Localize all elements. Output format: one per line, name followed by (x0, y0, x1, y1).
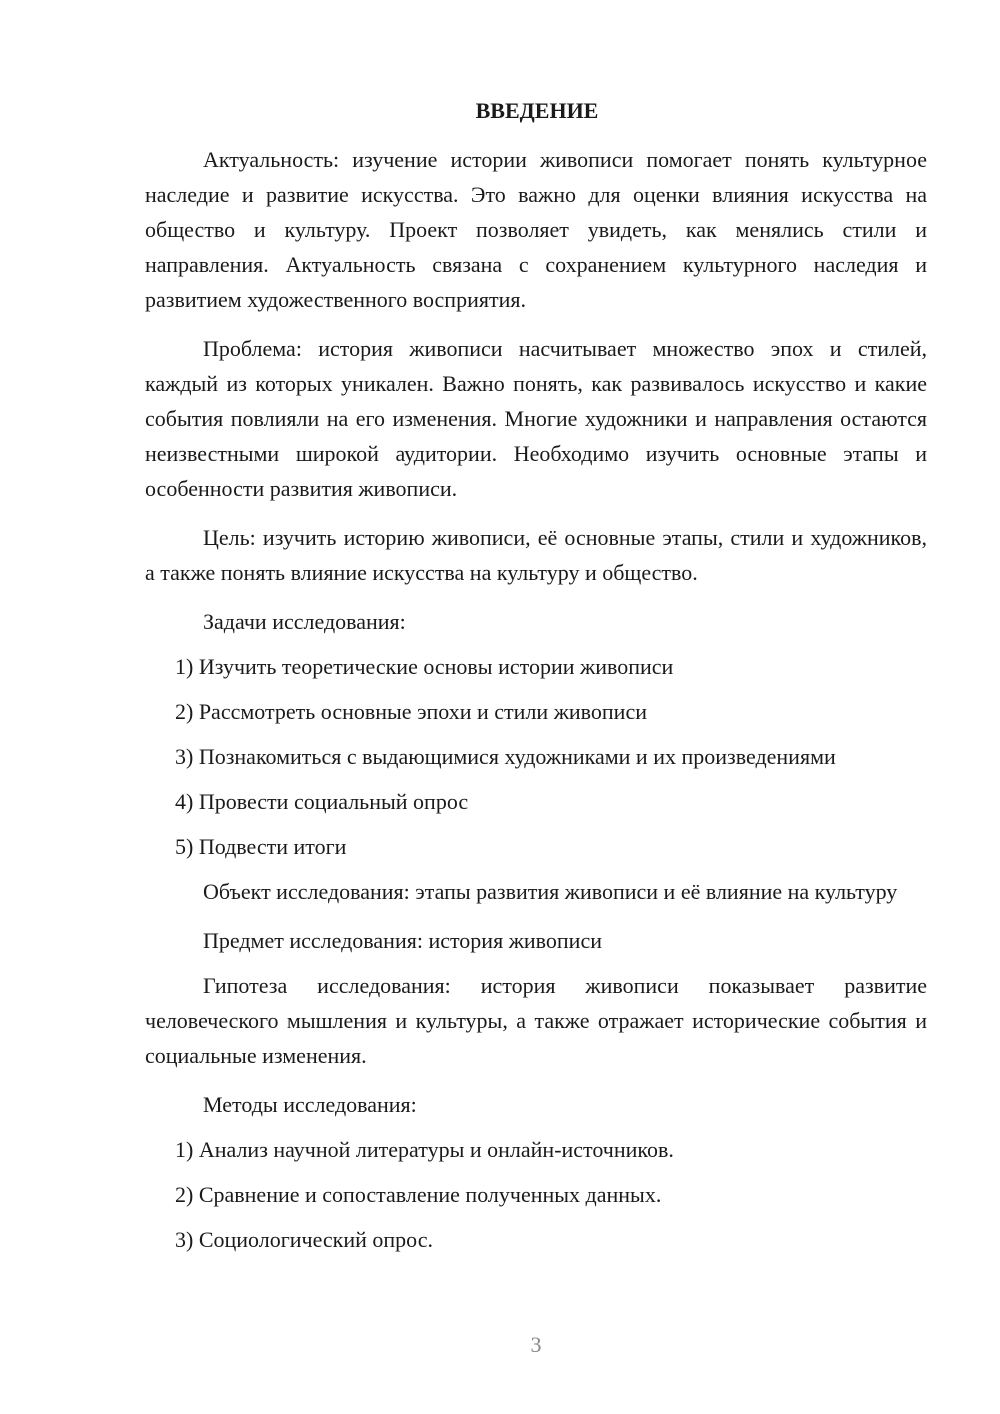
task-item: 4) Провести социальный опрос (175, 789, 469, 814)
methods-list (145, 1132, 927, 1257)
problem-paragraph: Проблема: история живописи насчитывает множество эпох и стилей, каждый из которых уникален. Важно понять, как развивалось искусство и какие события повлияли на его изменения. Многие художники и направления остаются неизвестными широкой аудитории. Необходимо изучить основные этапы и особенности развития живописи. (145, 336, 927, 501)
task-item: 5) Подвести итоги (175, 834, 347, 859)
method-item: 2) Сравнение и сопоставление полученных данных. (175, 1182, 662, 1207)
goal-paragraph: Цель: изучить историю живописи, её основные этапы, стили и художников, а также понять влияние искусства на культуру и общество. (145, 525, 927, 585)
task-item: 3) Познакомиться с выдающимися художниками и их произведениями (175, 744, 836, 769)
methods-title: Методы исследования: (203, 1092, 417, 1117)
tasks-title: Задачи исследования: (203, 609, 406, 634)
tasks-list (145, 649, 927, 864)
method-item: 3) Социологический опрос. (175, 1227, 433, 1252)
subject-paragraph: Предмет исследования: история живописи (203, 928, 602, 953)
hypothesis-paragraph: Гипотеза исследования: история живописи показывает развитие человеческого мышления и культуры, а также отражает исторические события и социальные изменения. (145, 973, 927, 1068)
task-item: 1) Изучить теоретические основы истории живописи (175, 654, 674, 679)
method-item: 1) Анализ научной литературы и онлайн-источников. (175, 1137, 674, 1162)
page-content (145, 93, 927, 1267)
object-paragraph: Объект исследования: этапы развития живописи и её влияние на культуру (203, 879, 898, 904)
section-heading: ВВЕДЕНИЕ (475, 98, 599, 123)
page-number: 3 (530, 1332, 542, 1357)
relevance-paragraph: Актуальность: изучение истории живописи помогает понять культурное наследие и развитие искусства. Это важно для оценки влияния искусства на общество и культуру. Проект позволяет увидеть, как менялись стили и направления. Актуальность связана с сохранением культурного наследия и развитием художественного восприятия. (145, 147, 927, 312)
task-item: 2) Рассмотреть основные эпохи и стили живописи (175, 699, 647, 724)
